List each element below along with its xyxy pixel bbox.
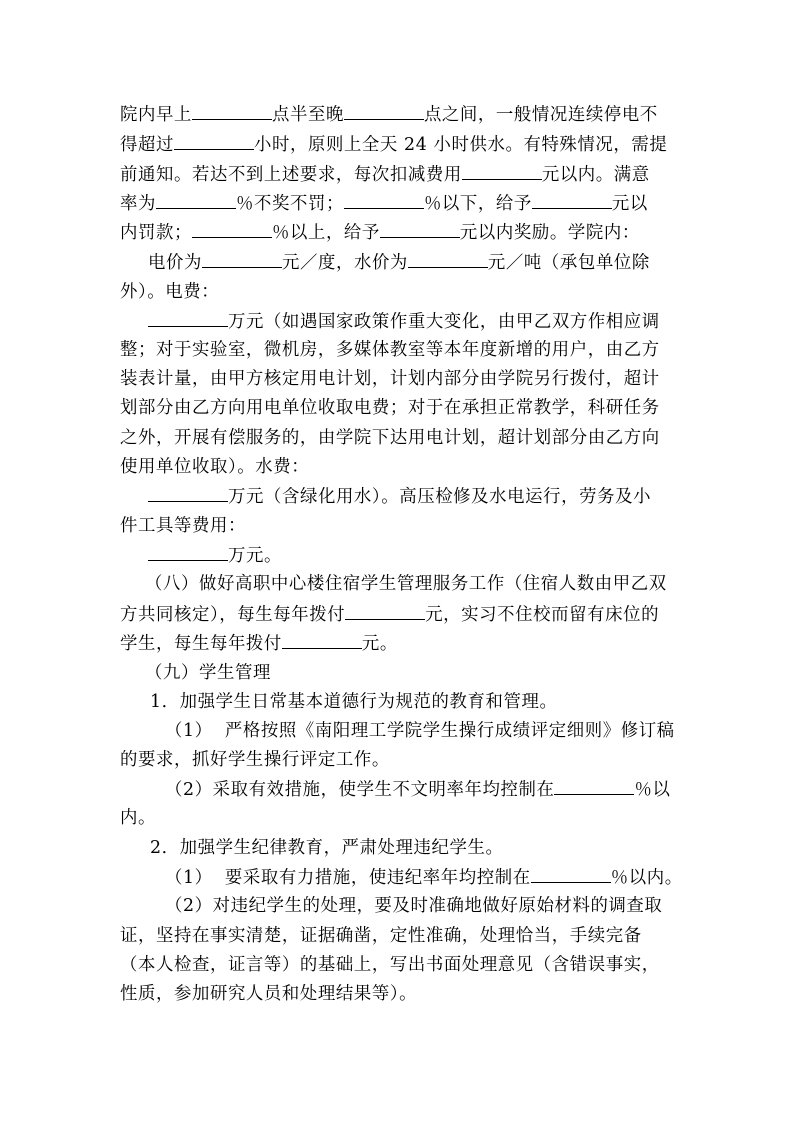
text-segment: （2）采取有效措施，使学生不文明率年均控制在: [165, 780, 555, 800]
text-segment: ％以: [634, 780, 671, 800]
text-segment: 元／吨（承包单位除: [487, 253, 650, 273]
section-heading: [145, 663, 271, 683]
text-segment: 万元。: [228, 546, 282, 566]
text-segment: 2．加强学生纪律教育，严肃处理违纪学生。: [150, 838, 504, 858]
text-segment: 使用单位收取）。水费：: [120, 457, 310, 477]
text-segment: （2）对违纪学生的处理，要及时准确地做好原始材料的调查取: [165, 896, 663, 916]
text-segment: 元。: [361, 634, 398, 654]
text-line: [120, 134, 667, 155]
text-line: [148, 252, 650, 273]
text-segment: （1） 严格按照《南阳理工学院学生操行成绩评定细则》修订稿: [165, 721, 675, 741]
text-line: [120, 457, 309, 477]
text-line: [165, 721, 675, 741]
text-segment: 元／度，水价为: [281, 253, 408, 273]
text-line: [148, 486, 651, 507]
text-line: [120, 104, 658, 125]
text-line: [120, 604, 659, 625]
text-line: [120, 398, 660, 418]
text-line: [165, 779, 670, 800]
fill-blank: [408, 252, 488, 268]
text-segment: 元以内奖励。学院内：: [459, 223, 640, 243]
text-segment: 划部分由乙方向用电单位收取电费；对于在承担正常教学，科研任务: [120, 398, 660, 418]
fill-blank: [344, 104, 424, 120]
text-line: [165, 867, 683, 888]
text-segment: 元，实习不住校而留有床位的: [425, 605, 660, 625]
fill-blank: [174, 134, 254, 150]
text-segment: 率为: [120, 194, 156, 214]
text-segment: （九）学生管理: [145, 663, 271, 683]
fill-blank: [345, 604, 425, 620]
text-line: [120, 984, 417, 1004]
text-segment: 性质，参加研究人员和处理结果等）。: [120, 984, 418, 1004]
text-line: [120, 222, 640, 243]
fill-blank: [532, 193, 612, 209]
text-segment: 内罚款；: [120, 223, 192, 243]
text-segment: 外）。电费：: [120, 282, 220, 302]
text-line: [120, 164, 650, 185]
text-line: [150, 692, 557, 712]
text-segment: 得超过: [120, 135, 174, 155]
fill-blank: [202, 252, 282, 268]
fill-blank: [282, 633, 362, 649]
text-line: [120, 808, 156, 828]
text-segment: 点之间，一般情况连续停电不: [423, 105, 658, 125]
text-line: [120, 516, 246, 536]
text-segment: 元以内。满意: [541, 165, 650, 185]
text-line: [148, 311, 660, 332]
text-segment: 前通知。若达不到上述要求，每次扣减费用: [120, 165, 462, 185]
text-segment: 1．加强学生日常基本道德行为规范的教育和管理。: [150, 692, 558, 712]
text-segment: 的要求，抓好学生操行评定工作。: [120, 750, 390, 770]
text-segment: 证，坚持在事实清楚，证据确凿，定性准确，处理恰当，手续完备: [120, 926, 642, 946]
text-line: [148, 545, 282, 566]
text-segment: 小时，原则上全天 24 小时供水。有特殊情况，需提: [253, 135, 668, 155]
text-line: [120, 750, 390, 770]
fill-blank: [148, 311, 228, 327]
fill-blank: [344, 193, 424, 209]
text-line: [120, 369, 660, 389]
text-segment: 整；对于实验室，微机房，多媒体教室等本年度新增的用户，由乙方: [120, 340, 660, 360]
text-segment: 点半至晚: [271, 105, 344, 125]
text-segment: 元以: [611, 194, 648, 214]
text-line: [165, 896, 662, 916]
fill-blank: [462, 164, 542, 180]
fill-blank: [156, 193, 236, 209]
fill-blank: [192, 222, 272, 238]
fill-blank: [192, 104, 272, 120]
text-segment: 之外，开展有偿服务的，由学院下达用电计划，超计划部分由乙方向: [120, 428, 660, 448]
text-segment: 方共同核定），每生每年拨付: [120, 605, 346, 625]
text-segment: 学生，每生每年拨付: [120, 634, 282, 654]
text-segment: 电价为: [148, 253, 202, 273]
text-segment: 内。: [120, 808, 156, 828]
text-segment: ％以内。: [610, 868, 683, 888]
text-line: [120, 193, 648, 214]
text-segment: （1） 要采取有力措施，使违纪率年均控制在: [165, 868, 531, 888]
text-segment: 件工具等费用：: [120, 516, 246, 536]
text-line: [145, 574, 667, 594]
text-segment: 万元（含绿化用水）。高压检修及水电运行，劳务及小: [228, 487, 652, 507]
fill-blank: [380, 222, 460, 238]
fill-blank: [148, 486, 228, 502]
text-segment: ％不奖不罚；: [235, 194, 344, 214]
text-segment: ％以下，给予: [423, 194, 532, 214]
text-segment: 院内早上: [120, 105, 192, 125]
text-line: [120, 633, 398, 654]
fill-blank: [554, 779, 634, 795]
text-segment: ％以上，给予: [271, 223, 380, 243]
text-line: [150, 838, 504, 858]
text-line: [120, 340, 660, 360]
fill-blank: [531, 867, 611, 883]
text-segment: （本人检查，证言等）的基础上，写出书面处理意见（含错误事实，: [120, 955, 660, 975]
text-line: [120, 955, 660, 975]
text-segment: 装表计量，由甲方核定用电计划，计划内部分由学院另行拨付，超计: [120, 369, 660, 389]
text-line: [120, 282, 219, 302]
text-segment: （八）做好高职中心楼住宿学生管理服务工作（住宿人数由甲乙双: [145, 574, 667, 594]
text-segment: 万元（如遇国家政策作重大变化，由甲乙双方作相应调: [228, 312, 660, 332]
text-line: [120, 926, 642, 946]
text-line: [120, 428, 660, 448]
fill-blank: [148, 545, 228, 561]
